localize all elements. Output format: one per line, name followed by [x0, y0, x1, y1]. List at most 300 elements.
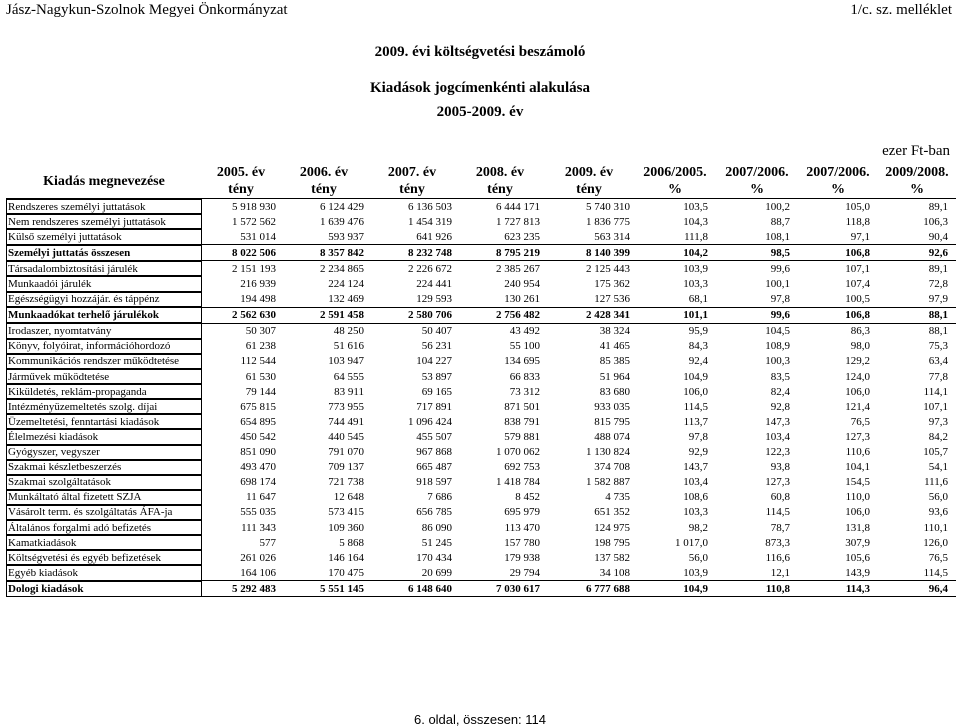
table-cell: 43 492 — [509, 325, 540, 338]
table-cell: 5 918 930 — [232, 200, 276, 213]
row-label: Nem rendszeres személyi juttatások — [6, 214, 202, 229]
row-label: Külső személyi juttatások — [6, 229, 202, 245]
table-cell: 68,1 — [688, 293, 708, 306]
row-label: Egyéb kiadások — [6, 565, 202, 581]
table-cell: 563 314 — [594, 230, 630, 243]
table-cell: 105,0 — [845, 200, 870, 213]
table-cell: 127,3 — [845, 430, 870, 443]
table-cell: 103,3 — [683, 278, 708, 291]
table-cell: 12,1 — [770, 566, 790, 579]
table-cell: 154,5 — [845, 476, 870, 489]
table-cell: 50 407 — [421, 325, 452, 338]
table-row — [6, 276, 956, 291]
table-cell: 114,5 — [683, 400, 708, 413]
table-cell: 873,3 — [765, 536, 790, 549]
table-cell: 76,5 — [928, 551, 948, 564]
table-cell: 8 140 399 — [544, 245, 634, 261]
table-cell: 79 144 — [245, 385, 276, 398]
table-cell: 261 026 — [240, 551, 276, 564]
table-cell: 124 975 — [594, 521, 630, 534]
row-label: Szakmai készletbeszerzés — [6, 460, 202, 475]
table-cell: 127,3 — [765, 476, 790, 489]
table-cell: 721 738 — [328, 476, 364, 489]
table-cell: 131,8 — [845, 521, 870, 534]
table-cell: 164 106 — [240, 566, 276, 579]
table-cell: 99,6 — [770, 262, 790, 275]
table-cell: 170 434 — [416, 551, 452, 564]
table-cell: 4 735 — [605, 491, 630, 504]
unit-label: ezer Ft-ban — [882, 143, 950, 159]
table-cell: 104,5 — [765, 325, 790, 338]
row-label: Munkáltató által fizetett SZJA — [6, 490, 202, 505]
table-cell: 577 — [259, 536, 276, 549]
table-row — [6, 384, 956, 399]
table-cell: 56,0 — [928, 491, 948, 504]
row-label: Munkaadókat terhelő járulékok — [6, 307, 202, 323]
row-label: Munkaadói járulék — [6, 276, 202, 291]
header-annex: 1/c. sz. melléklet — [850, 2, 952, 18]
table-cell: 20 699 — [421, 566, 452, 579]
row-label: Kamatkiadások — [6, 535, 202, 550]
table-cell: 104 227 — [416, 355, 452, 368]
table-cell: 92,9 — [688, 446, 708, 459]
table-cell: 111,8 — [684, 230, 708, 243]
table-cell: 110,8 — [716, 581, 798, 597]
table-cell: 66 833 — [509, 370, 540, 383]
table-row — [6, 199, 956, 215]
table-cell: 97,8 — [770, 293, 790, 306]
table-row — [6, 414, 956, 429]
table-row — [6, 505, 956, 520]
table-cell: 143,7 — [683, 461, 708, 474]
table-cell: 77,8 — [928, 370, 948, 383]
table-cell: 113,7 — [683, 415, 708, 428]
row-label: Járművek működtetése — [6, 369, 202, 384]
table-cell: 78,7 — [770, 521, 790, 534]
table-cell: 773 955 — [328, 400, 364, 413]
table-cell: 73 312 — [509, 385, 540, 398]
table-cell: 64 555 — [333, 370, 364, 383]
table-cell: 224 441 — [416, 278, 452, 291]
table-cell: 216 939 — [240, 278, 276, 291]
table-cell: 374 708 — [594, 461, 630, 474]
table-cell: 100,3 — [765, 355, 790, 368]
table-cell: 1 639 476 — [320, 215, 364, 228]
column-header: 2007/2006. % — [716, 164, 798, 199]
table-cell: 51 616 — [333, 340, 364, 353]
table-cell: 143,9 — [845, 566, 870, 579]
column-header: 2009. év tény — [544, 164, 634, 199]
table-cell: 593 937 — [328, 230, 364, 243]
page-footer: 6. oldal, összesen: 114 — [413, 712, 546, 727]
table-cell: 6 136 503 — [408, 200, 452, 213]
table-cell: 815 795 — [594, 415, 630, 428]
table-cell: 95,9 — [688, 325, 708, 338]
table-cell: 129,2 — [845, 355, 870, 368]
table-cell: 107,1 — [845, 262, 870, 275]
table-cell: 105,7 — [923, 446, 948, 459]
row-label: Könyv, folyóirat, információhordozó — [6, 339, 202, 354]
table-cell: 175 362 — [594, 278, 630, 291]
table-cell: 5 740 310 — [586, 200, 630, 213]
table-cell: 107,1 — [923, 400, 948, 413]
table-cell: 1 096 424 — [408, 415, 452, 428]
column-header: 2008. év tény — [456, 164, 544, 199]
table-row — [6, 581, 956, 597]
table-cell: 103,5 — [683, 200, 708, 213]
table-cell: 110,0 — [845, 491, 870, 504]
table-cell: 641 926 — [416, 230, 452, 243]
table-cell: 744 491 — [328, 415, 364, 428]
table-cell: 88,1 — [928, 325, 948, 338]
table-cell: 717 891 — [416, 400, 452, 413]
table-cell: 106,0 — [845, 506, 870, 519]
table-cell: 933 035 — [594, 400, 630, 413]
row-label: Társadalombiztosítási járulék — [6, 261, 202, 277]
row-label: Irodaszer, nyomtatvány — [6, 323, 202, 339]
table-cell: 695 979 — [504, 506, 540, 519]
table-cell: 56,0 — [688, 551, 708, 564]
table-cell: 83 911 — [334, 385, 364, 398]
table-cell: 41 465 — [599, 340, 630, 353]
table-cell: 2 234 865 — [320, 262, 364, 275]
column-header: 2009/2008. % — [878, 164, 956, 199]
table-cell: 114,5 — [765, 506, 790, 519]
table-cell: 675 815 — [240, 400, 276, 413]
table-cell: 100,1 — [765, 278, 790, 291]
table-cell: 838 791 — [504, 415, 540, 428]
table-cell: 1 454 319 — [408, 215, 452, 228]
table-cell: 967 868 — [416, 446, 452, 459]
table-cell: 92,8 — [770, 400, 790, 413]
table-cell: 103,9 — [683, 262, 708, 275]
table-cell: 8 357 842 — [280, 245, 368, 261]
table-cell: 111 343 — [241, 521, 276, 534]
table-cell: 93,8 — [770, 461, 790, 474]
table-cell: 86,3 — [850, 325, 870, 338]
table-cell: 34 108 — [599, 566, 630, 579]
table-cell: 116,6 — [765, 551, 790, 564]
table-row — [6, 292, 956, 308]
table-row — [6, 399, 956, 414]
table-cell: 127 536 — [594, 293, 630, 306]
table-cell: 96,4 — [878, 581, 956, 597]
table-cell: 97,1 — [850, 230, 870, 243]
table-cell: 104,1 — [845, 461, 870, 474]
table-cell: 88,1 — [878, 307, 956, 323]
table-row — [6, 550, 956, 565]
table-cell: 198 795 — [594, 536, 630, 549]
table-cell: 455 507 — [416, 430, 452, 443]
table-cell: 623 235 — [504, 230, 540, 243]
table-cell: 129 593 — [416, 293, 452, 306]
table-cell: 2 151 193 — [232, 262, 276, 275]
table-row — [6, 354, 956, 369]
table-cell: 48 250 — [333, 325, 364, 338]
row-label: Gyógyszer, vegyszer — [6, 445, 202, 460]
table-cell: 555 035 — [240, 506, 276, 519]
table-cell: 106,8 — [798, 307, 878, 323]
table-cell: 84,2 — [928, 430, 948, 443]
table-cell: 440 545 — [328, 430, 364, 443]
table-row — [6, 229, 956, 245]
row-label: Kiküldetés, reklám-propaganda — [6, 384, 202, 399]
table-cell: 106,0 — [683, 385, 708, 398]
table-cell: 6 444 171 — [496, 200, 540, 213]
table-cell: 114,3 — [798, 581, 878, 597]
table-cell: 108,6 — [683, 491, 708, 504]
table-row — [6, 475, 956, 490]
table-cell: 8 795 219 — [456, 245, 544, 261]
table-cell: 2 562 630 — [202, 307, 280, 323]
column-header-name: Kiadás megnevezése — [6, 164, 202, 199]
table-cell: 1 582 887 — [586, 476, 630, 489]
table-cell: 450 542 — [240, 430, 276, 443]
table-cell: 1 130 824 — [586, 446, 630, 459]
table-cell: 88,7 — [770, 215, 790, 228]
table-row — [6, 460, 956, 475]
table-cell: 132 469 — [328, 293, 364, 306]
table-cell: 63,4 — [928, 355, 948, 368]
table-cell: 109 360 — [328, 521, 364, 534]
table-cell: 54,1 — [928, 461, 948, 474]
table-cell: 97,8 — [688, 430, 708, 443]
table-row — [6, 339, 956, 354]
table-header-row — [6, 164, 956, 199]
page-period: 2005-2009. év — [436, 104, 524, 120]
table-cell: 108,1 — [765, 230, 790, 243]
table-cell: 134 695 — [504, 355, 540, 368]
table-cell: 1 418 784 — [496, 476, 540, 489]
table-cell: 146 164 — [328, 551, 364, 564]
table-cell: 29 794 — [509, 566, 540, 579]
table-cell: 656 785 — [416, 506, 452, 519]
row-label: Egészségügyi hozzájár. és táppénz — [6, 292, 202, 308]
table-cell: 6 148 640 — [368, 581, 456, 597]
table-cell: 86 090 — [421, 521, 452, 534]
table-cell: 104,3 — [683, 215, 708, 228]
table-cell: 114,1 — [923, 385, 948, 398]
table-cell: 61 238 — [245, 340, 276, 353]
table-cell: 118,8 — [845, 215, 870, 228]
row-label: Élelmezési kiadások — [6, 429, 202, 444]
row-label: Költségvetési és egyéb befizetések — [6, 550, 202, 565]
table-cell: 709 137 — [328, 461, 364, 474]
table-cell: 7 686 — [427, 491, 452, 504]
table-row — [6, 535, 956, 550]
table-cell: 114,5 — [923, 566, 948, 579]
table-cell: 72,8 — [928, 278, 948, 291]
row-label: Dologi kiadások — [6, 581, 202, 597]
table-cell: 126,0 — [923, 536, 948, 549]
table-cell: 101,1 — [634, 307, 716, 323]
table-cell: 103 947 — [328, 355, 364, 368]
table-cell: 76,5 — [850, 415, 870, 428]
table-cell: 93,6 — [928, 506, 948, 519]
page-subtitle: Kiadások jogcímenkénti alakulása — [369, 80, 591, 96]
table-cell: 698 174 — [240, 476, 276, 489]
table-cell: 103,4 — [683, 476, 708, 489]
table-cell: 2 385 267 — [496, 262, 540, 275]
table-cell: 53 897 — [421, 370, 452, 383]
table-cell: 110,6 — [845, 446, 870, 459]
table-cell: 106,0 — [845, 385, 870, 398]
table-cell: 110,1 — [923, 521, 948, 534]
table-cell: 130 261 — [504, 293, 540, 306]
table-cell: 55 100 — [509, 340, 540, 353]
table-cell: 61 530 — [245, 370, 276, 383]
column-header: 2007. év tény — [368, 164, 456, 199]
table-cell: 2 756 482 — [456, 307, 544, 323]
table-body — [6, 199, 956, 597]
table-cell: 82,4 — [770, 385, 790, 398]
table-row — [6, 307, 956, 323]
table-cell: 665 487 — [416, 461, 452, 474]
row-label: Szakmai szolgáltatások — [6, 475, 202, 490]
table-cell: 194 498 — [240, 293, 276, 306]
table-cell: 122,3 — [765, 446, 790, 459]
table-cell: 106,8 — [798, 245, 878, 261]
table-cell: 111,6 — [924, 476, 948, 489]
table-cell: 112 544 — [240, 355, 276, 368]
table-cell: 85 385 — [599, 355, 630, 368]
table-cell: 107,4 — [845, 278, 870, 291]
table-cell: 104,9 — [634, 581, 716, 597]
table-cell: 103,9 — [683, 566, 708, 579]
table-row — [6, 445, 956, 460]
table-cell: 83,5 — [770, 370, 790, 383]
table-cell: 92,4 — [688, 355, 708, 368]
table-cell: 1 572 562 — [232, 215, 276, 228]
table-cell: 84,3 — [688, 340, 708, 353]
table-cell: 918 597 — [416, 476, 452, 489]
table-cell: 121,4 — [845, 400, 870, 413]
table-cell: 51 245 — [421, 536, 452, 549]
table-cell: 98,5 — [716, 245, 798, 261]
table-cell: 105,6 — [845, 551, 870, 564]
table-cell: 97,3 — [928, 415, 948, 428]
table-cell: 2 428 341 — [544, 307, 634, 323]
column-header: 2006. év tény — [280, 164, 368, 199]
table-cell: 104,9 — [683, 370, 708, 383]
table-cell: 137 582 — [594, 551, 630, 564]
table-cell: 100,5 — [845, 293, 870, 306]
row-label: Üzemeltetési, fenntartási kiadások — [6, 414, 202, 429]
table-cell: 224 124 — [328, 278, 364, 291]
column-header: 2006/2005. % — [634, 164, 716, 199]
table-cell: 6 124 429 — [320, 200, 364, 213]
table-cell: 92,6 — [878, 245, 956, 261]
table-cell: 573 415 — [328, 506, 364, 519]
table-cell: 851 090 — [240, 446, 276, 459]
table-cell: 531 014 — [240, 230, 276, 243]
table-cell: 654 895 — [240, 415, 276, 428]
table-cell: 1 017,0 — [675, 536, 708, 549]
table-cell: 50 307 — [245, 325, 276, 338]
table-cell: 103,3 — [683, 506, 708, 519]
table-cell: 108,9 — [765, 340, 790, 353]
table-cell: 124,0 — [845, 370, 870, 383]
table-cell: 99,6 — [716, 307, 798, 323]
table-cell: 240 954 — [504, 278, 540, 291]
table-row — [6, 369, 956, 384]
table-cell: 11 647 — [246, 491, 276, 504]
table-cell: 8 022 506 — [202, 245, 280, 261]
table-cell: 2 580 706 — [368, 307, 456, 323]
table-row — [6, 565, 956, 581]
table-cell: 1 070 062 — [496, 446, 540, 459]
table-cell: 98,2 — [688, 521, 708, 534]
table-cell: 2 125 443 — [586, 262, 630, 275]
table-cell: 89,1 — [928, 262, 948, 275]
expenditure-table — [6, 164, 956, 597]
table-cell: 98,0 — [850, 340, 870, 353]
table-cell: 8 452 — [515, 491, 540, 504]
table-cell: 651 352 — [594, 506, 630, 519]
table-cell: 89,1 — [928, 200, 948, 213]
table-row — [6, 245, 956, 261]
row-label: Általános forgalmi adó befizetés — [6, 520, 202, 535]
table-cell: 2 226 672 — [408, 262, 452, 275]
table-cell: 7 030 617 — [456, 581, 544, 597]
table-cell: 106,3 — [923, 215, 948, 228]
header-organization: Jász-Nagykun-Szolnok Megyei Önkormányzat — [6, 2, 288, 18]
table-cell: 97,9 — [928, 293, 948, 306]
table-cell: 100,2 — [765, 200, 790, 213]
table-cell: 12 648 — [333, 491, 364, 504]
table-row — [6, 429, 956, 444]
table-cell: 51 964 — [599, 370, 630, 383]
table-cell: 871 501 — [504, 400, 540, 413]
table-cell: 493 470 — [240, 461, 276, 474]
table-cell: 179 938 — [504, 551, 540, 564]
table-cell: 157 780 — [504, 536, 540, 549]
row-label: Személyi juttatás összesen — [6, 245, 202, 261]
table-row — [6, 261, 956, 277]
table-row — [6, 520, 956, 535]
table-cell: 1 836 775 — [586, 215, 630, 228]
table-cell: 104,2 — [634, 245, 716, 261]
table-row — [6, 323, 956, 339]
table-cell: 170 475 — [328, 566, 364, 579]
table-cell: 579 881 — [504, 430, 540, 443]
column-header: 2007/2006. % — [798, 164, 878, 199]
table-cell: 113 470 — [504, 521, 540, 534]
row-label: Vásárolt term. és szolgáltatás ÁFA-ja — [6, 505, 202, 520]
table-row — [6, 214, 956, 229]
table-cell: 791 070 — [328, 446, 364, 459]
table-cell: 69 165 — [421, 385, 452, 398]
table-cell: 38 324 — [599, 325, 630, 338]
row-label: Rendszeres személyi juttatások — [6, 199, 202, 215]
row-label: Intézményüzemeltetés szolg. díjai — [6, 399, 202, 414]
table-cell: 60,8 — [770, 491, 790, 504]
table-cell: 692 753 — [504, 461, 540, 474]
table-cell: 90,4 — [928, 230, 948, 243]
table-row — [6, 490, 956, 505]
table-cell: 1 727 813 — [496, 215, 540, 228]
row-label: Kommunikációs rendszer működtetése — [6, 354, 202, 369]
table-cell: 307,9 — [845, 536, 870, 549]
table-cell: 6 777 688 — [544, 581, 634, 597]
table-cell: 488 074 — [594, 430, 630, 443]
table-cell: 147,3 — [765, 415, 790, 428]
column-header: 2005. év tény — [202, 164, 280, 199]
table-cell: 56 231 — [421, 340, 452, 353]
table-cell: 8 232 748 — [368, 245, 456, 261]
page-title: 2009. évi költségvetési beszámoló — [374, 44, 586, 60]
table-cell: 5 551 145 — [280, 581, 368, 597]
